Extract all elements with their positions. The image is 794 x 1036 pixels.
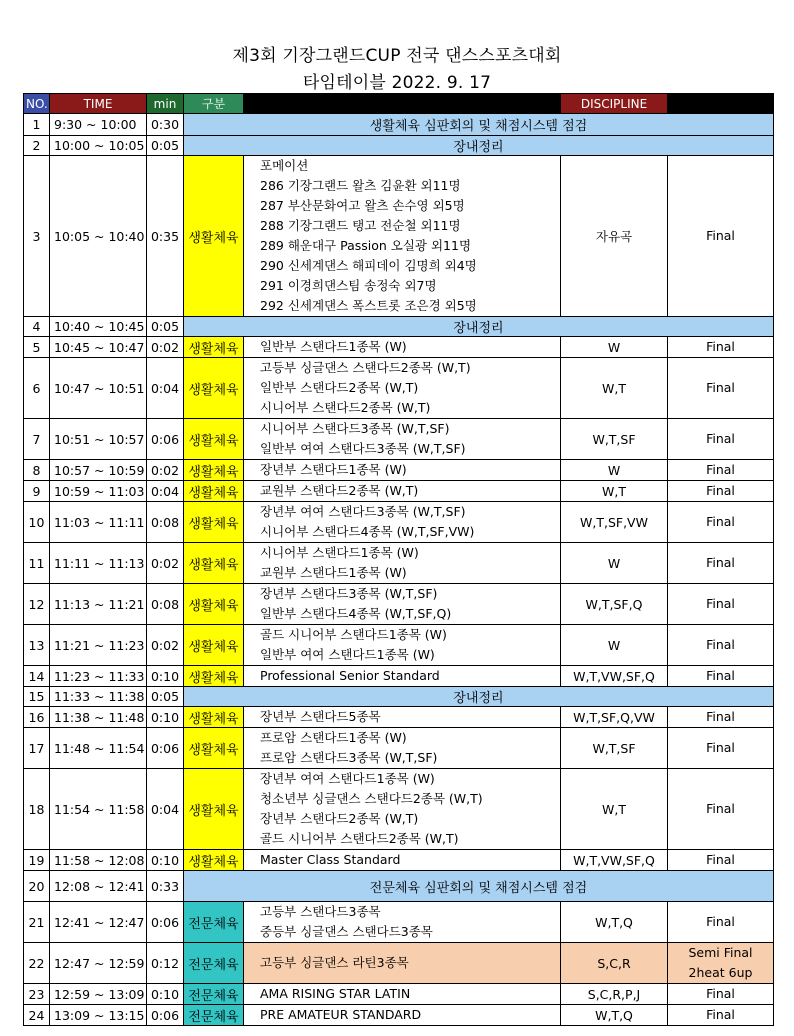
event-line: 291 이경희댄스팀 송정숙 외7명 (260, 278, 437, 293)
row-number: 14 (24, 666, 50, 687)
category-badge: 생활체육 (184, 481, 244, 502)
event-list (244, 358, 561, 419)
round-cell (668, 543, 774, 584)
row-time: 9:30 ~ 10:00 (50, 114, 147, 136)
round-cell (668, 156, 774, 317)
round-label: Final (706, 483, 735, 498)
row-minutes: 0:02 (147, 625, 184, 666)
row-minutes: 0:08 (147, 584, 184, 625)
event-list (244, 850, 561, 871)
table-row (24, 707, 774, 728)
round-label: Final (706, 986, 735, 1001)
category-badge: 생활체육 (184, 460, 244, 481)
event-line: 290 신세계댄스 해피데이 김명희 외4명 (260, 258, 477, 273)
round-cell (668, 707, 774, 728)
row-minutes: 0:04 (147, 481, 184, 502)
event-line: 287 부산문화여고 왈츠 손수영 외5명 (260, 198, 465, 213)
table-row (24, 502, 774, 543)
event-line: 프로암 스탠다드1종목 (W) (260, 730, 407, 745)
discipline-cell: W (561, 625, 668, 666)
discipline-cell: W,T,SF,Q,VW (561, 707, 668, 728)
event-line: 장년부 스탠다드3종목 (W,T,SF) (260, 586, 438, 601)
row-time: 11:23 ~ 11:33 (50, 666, 147, 687)
category-badge: 생활체육 (184, 543, 244, 584)
event-list (244, 984, 561, 1005)
row-minutes: 0:05 (147, 317, 184, 337)
event-list (244, 943, 561, 984)
row-time: 13:09 ~ 13:15 (50, 1005, 147, 1026)
row-minutes: 0:04 (147, 769, 184, 850)
round-label: Final (706, 228, 735, 243)
event-line: 교원부 스탠다드1종목 (W) (260, 565, 407, 580)
row-number: 2 (24, 136, 50, 156)
event-list (244, 769, 561, 850)
event-line: Master Class Standard (260, 852, 401, 867)
table-row (24, 481, 774, 502)
event-list (244, 728, 561, 769)
round-label: Final (706, 801, 735, 816)
table-row (24, 543, 774, 584)
table-row (24, 584, 774, 625)
event-line: 289 해운대구 Passion 오실광 외11명 (260, 238, 472, 253)
event-list (244, 337, 561, 358)
round-cell (668, 584, 774, 625)
header-no: NO. (24, 94, 50, 114)
discipline-cell: W,T (561, 769, 668, 850)
category-badge: 전문체육 (184, 984, 244, 1005)
round-label: Final (706, 852, 735, 867)
table-row (24, 902, 774, 943)
row-time: 10:57 ~ 10:59 (50, 460, 147, 481)
category-badge: 생활체육 (184, 666, 244, 687)
row-minutes: 0:08 (147, 502, 184, 543)
merged-cell: 전문체육 심판회의 및 채점시스템 점검 (184, 871, 774, 902)
merged-cell: 장내정리 (184, 317, 774, 337)
event-line: Professional Senior Standard (260, 668, 440, 683)
row-time: 11:13 ~ 11:21 (50, 584, 147, 625)
round-cell (668, 984, 774, 1005)
row-minutes: 0:10 (147, 984, 184, 1005)
row-number: 23 (24, 984, 50, 1005)
event-list (244, 902, 561, 943)
row-time: 12:59 ~ 13:09 (50, 984, 147, 1005)
round-label: Final (706, 339, 735, 354)
event-list (244, 419, 561, 460)
table-row (24, 317, 774, 337)
row-number: 20 (24, 871, 50, 902)
event-line: 일반부 스탠다드1종목 (W) (260, 339, 407, 354)
event-line: 288 기장그랜드 탱고 전순철 외11명 (260, 218, 461, 233)
row-time: 10:51 ~ 10:57 (50, 419, 147, 460)
round-cell (668, 625, 774, 666)
row-time: 11:54 ~ 11:58 (50, 769, 147, 850)
row-time: 11:58 ~ 12:08 (50, 850, 147, 871)
table-row (24, 687, 774, 707)
row-minutes: 0:10 (147, 666, 184, 687)
round-label: Final (706, 380, 735, 395)
row-minutes: 0:06 (147, 1005, 184, 1026)
discipline-cell: W,T (561, 481, 668, 502)
category-badge: 생활체육 (184, 358, 244, 419)
row-time: 11:21 ~ 11:23 (50, 625, 147, 666)
row-minutes: 0:05 (147, 136, 184, 156)
round-label: Final (706, 637, 735, 652)
event-line: 장년부 여여 스탠다드1종목 (W) (260, 771, 435, 786)
discipline-cell: S,C,R (561, 943, 668, 984)
table-row (24, 850, 774, 871)
category-badge: 생활체육 (184, 728, 244, 769)
row-minutes: 0:02 (147, 460, 184, 481)
row-minutes: 0:10 (147, 707, 184, 728)
discipline-cell: W (561, 337, 668, 358)
round-cell (668, 850, 774, 871)
round-cell (668, 902, 774, 943)
event-line: 일반부 여여 스탠다드3종목 (W,T,SF) (260, 441, 466, 456)
row-number: 24 (24, 1005, 50, 1026)
round-cell (668, 502, 774, 543)
round-label: Final (706, 431, 735, 446)
table-row (24, 871, 774, 902)
table-row (24, 156, 774, 317)
row-number: 19 (24, 850, 50, 871)
row-minutes: 0:02 (147, 337, 184, 358)
page-title: 제3회 기장그랜드CUP 전국 댄스스포츠대회 (232, 46, 562, 66)
discipline-cell: W,T,SF (561, 419, 668, 460)
row-time: 10:59 ~ 11:03 (50, 481, 147, 502)
event-line: 장년부 여여 스탠다드3종목 (W,T,SF) (260, 504, 466, 519)
row-number: 17 (24, 728, 50, 769)
row-number: 9 (24, 481, 50, 502)
row-number: 16 (24, 707, 50, 728)
round-label: Final (706, 596, 735, 611)
row-minutes: 0:35 (147, 156, 184, 317)
table-row (24, 943, 774, 984)
row-time: 12:47 ~ 12:59 (50, 943, 147, 984)
discipline-cell: S,C,R,P,J (561, 984, 668, 1005)
category-badge: 생활체육 (184, 156, 244, 317)
category-badge: 전문체육 (184, 902, 244, 943)
row-minutes: 0:33 (147, 871, 184, 902)
header-category: 구분 (184, 94, 244, 114)
event-line: 시니어부 스탠다드2종목 (W,T) (260, 400, 431, 415)
row-minutes: 0:04 (147, 358, 184, 419)
discipline-cell: W,T (561, 358, 668, 419)
event-line: 장년부 스탠다드5종목 (260, 709, 381, 724)
table-row (24, 114, 774, 136)
category-badge: 생활체육 (184, 850, 244, 871)
header-discipline: DISCIPLINE (561, 94, 668, 114)
table-row (24, 1005, 774, 1026)
row-number: 13 (24, 625, 50, 666)
discipline-cell: 자유곡 (561, 156, 668, 317)
round-cell (668, 666, 774, 687)
table-row (24, 728, 774, 769)
event-line: 고등부 스탠다드3종목 (260, 904, 381, 919)
discipline-cell: W,T,VW,SF,Q (561, 666, 668, 687)
row-number: 12 (24, 584, 50, 625)
event-list (244, 707, 561, 728)
row-time: 11:38 ~ 11:48 (50, 707, 147, 728)
row-number: 1 (24, 114, 50, 136)
event-list (244, 502, 561, 543)
round-cell (668, 337, 774, 358)
header-round (668, 94, 774, 114)
discipline-cell: W (561, 460, 668, 481)
event-list (244, 1005, 561, 1026)
page-subtitle: 타임테이블 2022. 9. 17 (302, 73, 492, 93)
row-number: 3 (24, 156, 50, 317)
table-row (24, 625, 774, 666)
header-min: min (147, 94, 184, 114)
row-number: 10 (24, 502, 50, 543)
event-list (244, 156, 561, 317)
event-list (244, 543, 561, 584)
round-label: Final (706, 1007, 735, 1022)
merged-cell: 생활체육 심판회의 및 채점시스템 점검 (184, 114, 774, 136)
category-badge: 생활체육 (184, 769, 244, 850)
row-number: 11 (24, 543, 50, 584)
table-row (24, 769, 774, 850)
header-time: TIME (50, 94, 147, 114)
event-line: 중등부 싱글댄스 스탠다드3종목 (260, 924, 433, 939)
row-time: 10:05 ~ 10:40 (50, 156, 147, 317)
round-label: Final (706, 740, 735, 755)
event-line: 고등부 싱글댄스 스탠다드2종목 (W,T) (260, 360, 471, 375)
row-time: 10:00 ~ 10:05 (50, 136, 147, 156)
row-time: 12:41 ~ 12:47 (50, 902, 147, 943)
row-minutes: 0:12 (147, 943, 184, 984)
round-label: Semi Final (688, 945, 753, 960)
row-number: 4 (24, 317, 50, 337)
row-time: 11:11 ~ 11:13 (50, 543, 147, 584)
round-cell (668, 419, 774, 460)
event-list (244, 584, 561, 625)
event-line: 292 신세계댄스 폭스트롯 조은경 외5명 (260, 298, 477, 313)
round-label: Final (706, 914, 735, 929)
event-line: 시니어부 스탠다드3종목 (W,T,SF) (260, 421, 450, 436)
round-label: Final (706, 555, 735, 570)
row-time: 11:33 ~ 11:38 (50, 687, 147, 707)
category-badge: 생활체육 (184, 707, 244, 728)
table-row (24, 460, 774, 481)
round-label: Final (706, 514, 735, 529)
header-events (244, 94, 561, 114)
event-line: 장년부 스탠다드1종목 (W) (260, 462, 407, 477)
row-number: 6 (24, 358, 50, 419)
round-cell (668, 481, 774, 502)
row-minutes: 0:10 (147, 850, 184, 871)
row-minutes: 0:02 (147, 543, 184, 584)
table-row (24, 666, 774, 687)
event-line: 청소년부 싱글댄스 스탠다드2종목 (W,T) (260, 791, 483, 806)
round-label: Final (706, 668, 735, 683)
event-line: 포메이션 (260, 158, 309, 173)
category-badge: 전문체육 (184, 1005, 244, 1026)
round-cell (668, 1005, 774, 1026)
discipline-cell: W,T,SF (561, 728, 668, 769)
category-badge: 생활체육 (184, 502, 244, 543)
category-badge: 생활체육 (184, 584, 244, 625)
row-number: 18 (24, 769, 50, 850)
round-cell (668, 358, 774, 419)
category-badge: 전문체육 (184, 943, 244, 984)
round-cell (668, 943, 774, 984)
table-row (24, 337, 774, 358)
event-line: 골드 시니어부 스탠다드1종목 (W) (260, 627, 447, 642)
event-line: 286 기장그랜드 왈츠 김윤환 외11명 (260, 178, 461, 193)
round-cell (668, 769, 774, 850)
merged-cell: 장내정리 (184, 687, 774, 707)
discipline-cell: W,T,SF,Q (561, 584, 668, 625)
event-line: PRE AMATEUR STANDARD (260, 1007, 422, 1022)
event-line: 일반부 스탠다드4종목 (W,T,SF,Q) (260, 606, 452, 621)
merged-cell: 장내정리 (184, 136, 774, 156)
row-time: 12:08 ~ 12:41 (50, 871, 147, 902)
table-row (24, 136, 774, 156)
row-minutes: 0:30 (147, 114, 184, 136)
round-label: Final (706, 462, 735, 477)
discipline-cell: W,T,SF,VW (561, 502, 668, 543)
row-time: 10:45 ~ 10:47 (50, 337, 147, 358)
event-line: 고등부 싱글댄스 라틴3종목 (260, 955, 409, 970)
row-number: 21 (24, 902, 50, 943)
row-minutes: 0:06 (147, 419, 184, 460)
row-time: 10:47 ~ 10:51 (50, 358, 147, 419)
event-list (244, 666, 561, 687)
row-number: 7 (24, 419, 50, 460)
category-badge: 생활체육 (184, 419, 244, 460)
discipline-cell: W,T,Q (561, 1005, 668, 1026)
event-line: 프로암 스탠다드3종목 (W,T,SF) (260, 750, 438, 765)
round-label-detail: 2heat 6up (688, 965, 753, 980)
round-cell (668, 460, 774, 481)
row-number: 22 (24, 943, 50, 984)
event-list (244, 460, 561, 481)
category-badge: 생활체육 (184, 337, 244, 358)
row-time: 11:03 ~ 11:11 (50, 502, 147, 543)
event-line: 일반부 여여 스탠다드1종목 (W) (260, 647, 435, 662)
row-minutes: 0:06 (147, 902, 184, 943)
event-line: 골드 시니어부 스탠다드2종목 (W,T) (260, 831, 459, 846)
row-number: 15 (24, 687, 50, 707)
timetable (23, 93, 774, 1026)
row-time: 11:48 ~ 11:54 (50, 728, 147, 769)
discipline-cell: W,T,VW,SF,Q (561, 850, 668, 871)
round-cell (668, 728, 774, 769)
event-line: 일반부 스탠다드2종목 (W,T) (260, 380, 419, 395)
row-number: 5 (24, 337, 50, 358)
round-label: Final (706, 709, 735, 724)
header-row (24, 94, 774, 114)
event-line: 시니어부 스탠다드4종목 (W,T,SF,VW) (260, 524, 475, 539)
discipline-cell: W,T,Q (561, 902, 668, 943)
table-row (24, 419, 774, 460)
event-list (244, 625, 561, 666)
row-minutes: 0:05 (147, 687, 184, 707)
table-row (24, 358, 774, 419)
discipline-cell: W (561, 543, 668, 584)
row-number: 8 (24, 460, 50, 481)
category-badge: 생활체육 (184, 625, 244, 666)
event-list (244, 481, 561, 502)
event-line: 시니어부 스탠다드1종목 (W) (260, 545, 419, 560)
event-line: 교원부 스탠다드2종목 (W,T) (260, 483, 419, 498)
row-minutes: 0:06 (147, 728, 184, 769)
event-line: 장년부 스탠다드2종목 (W,T) (260, 811, 419, 826)
event-line: AMA RISING STAR LATIN (260, 986, 411, 1001)
table-row (24, 984, 774, 1005)
row-time: 10:40 ~ 10:45 (50, 317, 147, 337)
